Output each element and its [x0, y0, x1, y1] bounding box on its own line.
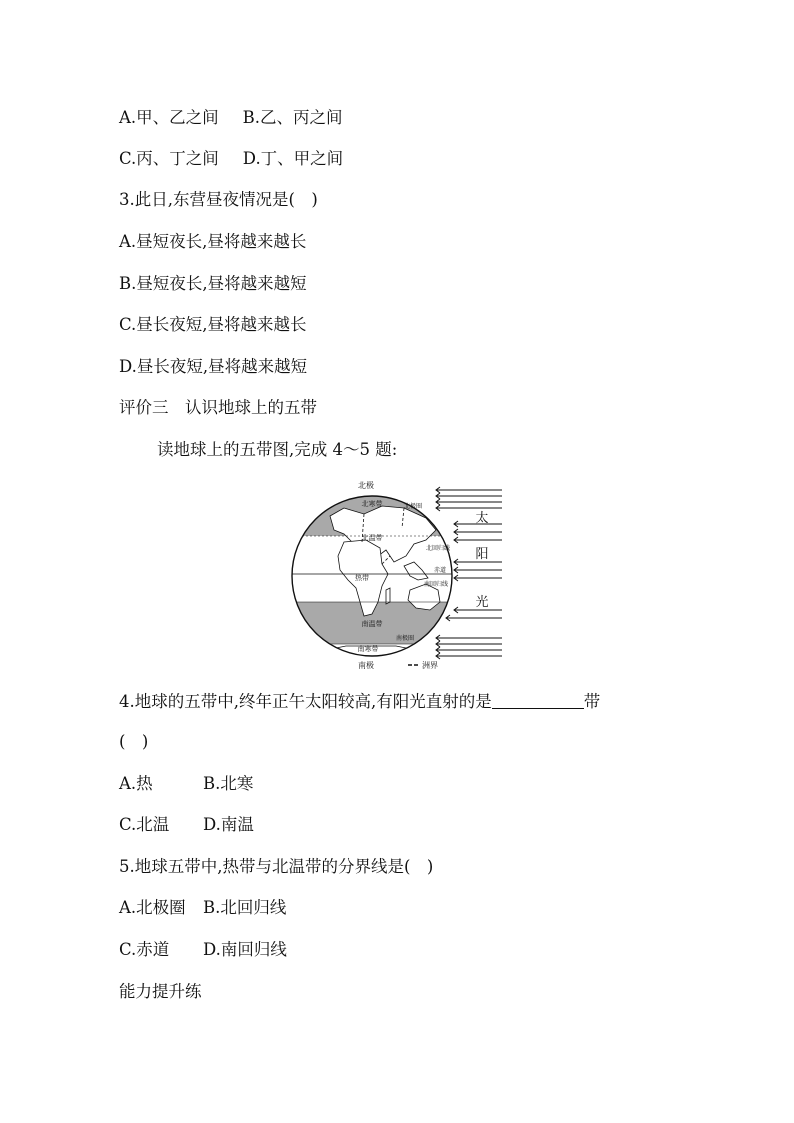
q4-option-a: A.热 — [119, 774, 153, 793]
sun-char-1: 太 — [475, 511, 489, 526]
q4-stem-part2: 带 — [583, 692, 601, 711]
sun-char-2: 阳 — [475, 547, 489, 562]
legend-boundary-label: 洲界 — [422, 661, 438, 670]
q4-option-c: C.北温 — [119, 815, 170, 834]
label-tropical: 热带 — [355, 574, 369, 582]
q4-answer-blank — [492, 690, 584, 709]
q2-option-a: A.甲、乙之间 — [119, 108, 219, 127]
q3-option-a: A.昼短夜长,昼将越来越长 — [119, 232, 307, 251]
label-south-temperate: 南温带 — [361, 620, 383, 628]
label-north-pole: 北极 — [358, 481, 374, 490]
q3-option-b: B.昼短夜长,昼将越来越短 — [119, 274, 307, 293]
q2-options-row-2 — [119, 148, 343, 170]
madagascar-land — [386, 588, 390, 604]
q4-options-row-2 — [119, 814, 254, 836]
section-intro: 读地球上的五带图,完成 4～5 题: — [157, 440, 398, 459]
q3-option-d: D.昼长夜短,昼将越来越短 — [119, 357, 308, 376]
q2-option-b: B.乙、丙之间 — [242, 108, 343, 127]
q2-options-row-1 — [119, 107, 343, 129]
label-equator: 赤道 — [434, 567, 447, 574]
label-north-temperate: 北温带 — [361, 534, 383, 542]
q4-options-row-1 — [119, 773, 253, 795]
next-section-title: 能力提升练 — [119, 982, 202, 1001]
q3-option-c: C.昼长夜短,昼将越来越长 — [119, 315, 307, 334]
earth-five-zones-figure — [286, 478, 508, 674]
q4-option-b: B.北寒 — [203, 774, 254, 793]
q4-paren: ( ) — [119, 732, 149, 751]
label-tropic-capricorn: 南回归线 — [424, 581, 449, 588]
q4-option-d: D.南温 — [203, 815, 254, 834]
label-south-frigid: 南寒带 — [357, 645, 379, 653]
q5-option-c: C.赤道 — [119, 940, 170, 959]
label-antarctic-circle: 南极圈 — [396, 635, 415, 642]
q3-stem: 3.此日,东营昼夜情况是( ) — [119, 190, 318, 209]
label-tropic-cancer: 北回归线 — [426, 545, 451, 552]
label-south-pole: 南极 — [358, 661, 374, 670]
label-north-frigid: 北寒带 — [361, 500, 383, 508]
sun-char-3: 光 — [475, 595, 489, 610]
q5-option-d: D.南回归线 — [203, 940, 287, 959]
q5-options-row-2 — [119, 939, 287, 961]
label-arctic-circle: 北极圈 — [404, 503, 423, 510]
section-title: 评价三 认识地球上的五带 — [119, 398, 317, 417]
q5-stem: 5.地球五带中,热带与北温带的分界线是( ) — [119, 857, 434, 876]
q2-option-c: C.丙、丁之间 — [119, 149, 219, 168]
q2-option-d: D.丁、甲之间 — [242, 149, 344, 168]
q4-stem-part1: 4.地球的五带中,终年正午太阳较高,有阳光直射的是 — [119, 692, 492, 711]
q5-option-a: A.北极圈 — [119, 898, 186, 917]
q5-option-b: B.北回归线 — [203, 898, 287, 917]
q4-stem — [119, 690, 600, 713]
q5-options-row-1 — [119, 897, 286, 919]
